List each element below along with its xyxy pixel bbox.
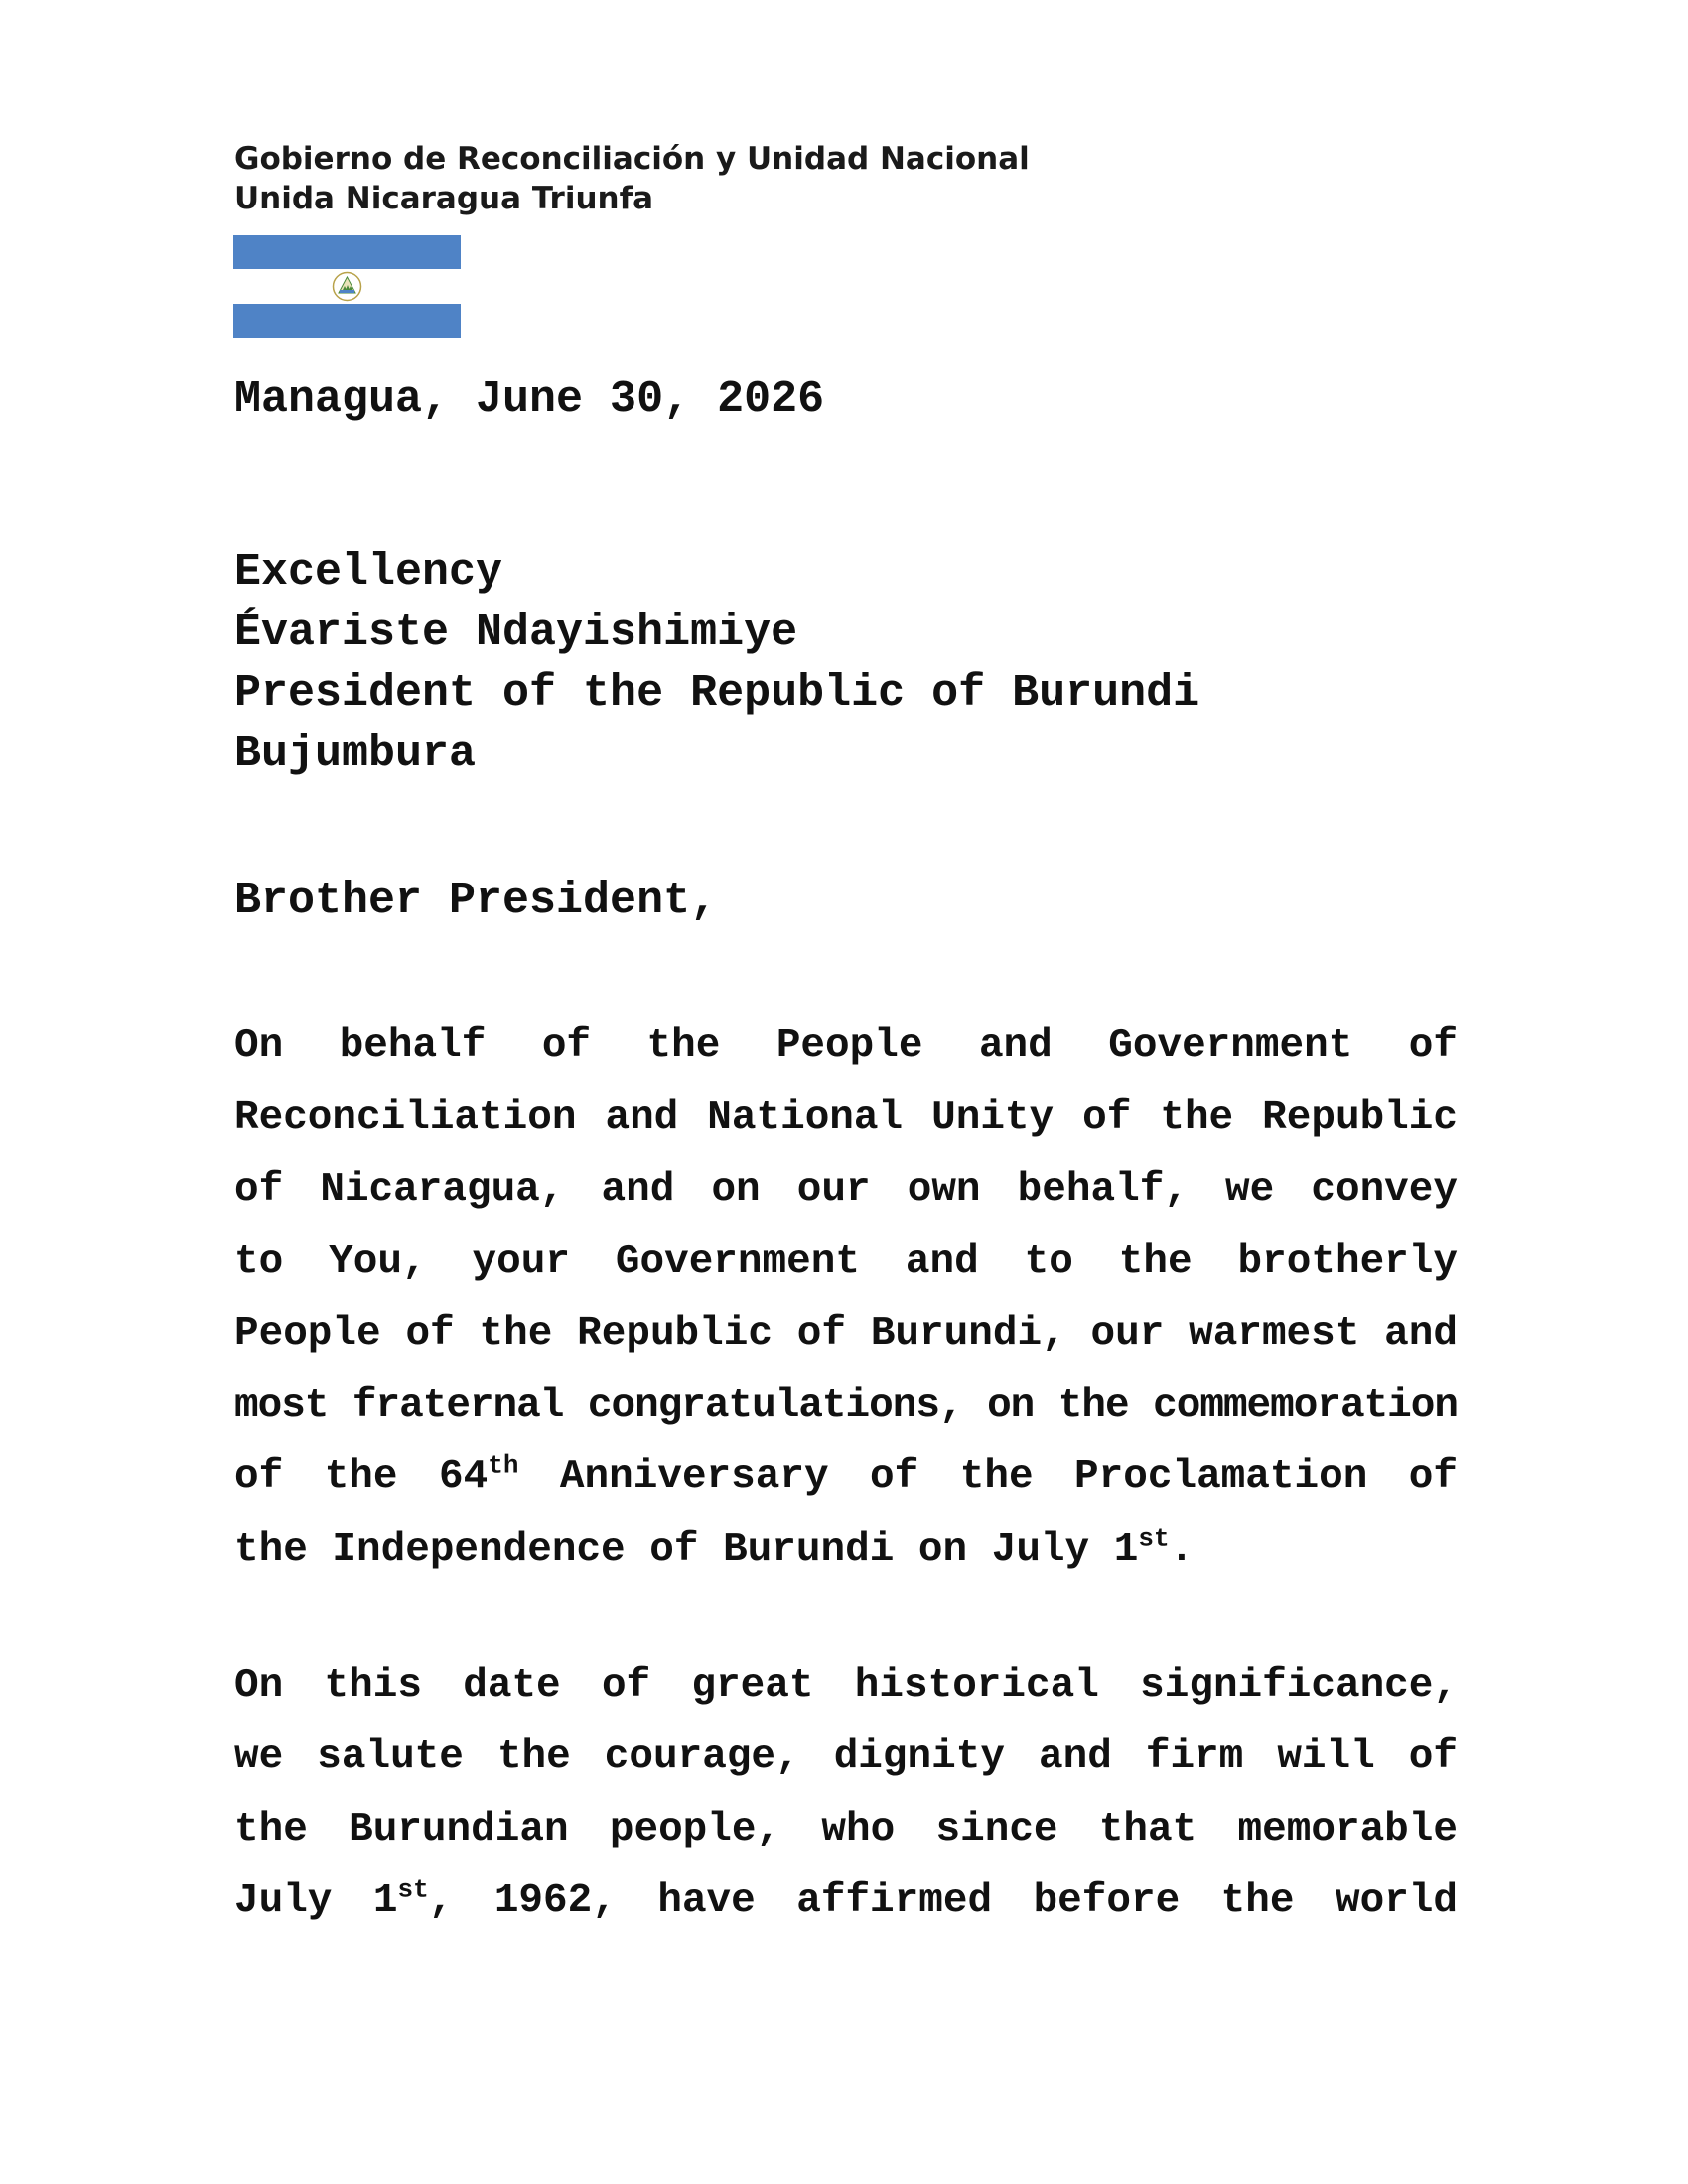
paragraph-2 <box>234 1650 1458 1938</box>
salutation: Brother President, <box>234 876 718 926</box>
coat-of-arms-icon <box>331 270 363 303</box>
paragraph-line <box>234 1865 1458 1937</box>
letter-date: Managua, June 30, 2026 <box>234 374 825 425</box>
recipient-title: Excellency <box>234 547 503 598</box>
recipient-city: Bujumbura <box>234 729 477 779</box>
text-segment: the Independence of Burundi on July 1 <box>234 1526 1139 1572</box>
paragraph-line: the Burundian people, who since that memorable <box>234 1806 1458 1852</box>
text-segment: of the 64 <box>234 1454 489 1501</box>
nicaragua-flag-icon <box>233 235 461 338</box>
paragraph-line: to You, your Government and to the brotherly <box>234 1239 1458 1286</box>
paragraph-line: Reconciliation and National Unity of the Republic <box>234 1095 1458 1142</box>
paragraph-line: of Nicaragua, and on our own behalf, we convey <box>234 1166 1458 1213</box>
letterhead <box>234 139 1030 218</box>
paragraph-1 <box>234 1011 1458 1585</box>
flag-bottom-stripe <box>233 304 461 338</box>
paragraph-line: On behalf of the People and Government of <box>234 1024 1458 1069</box>
recipient-name: Évariste Ndayishimiye <box>234 608 798 658</box>
paragraph-line: On this date of great historical significance, <box>234 1663 1458 1708</box>
text-segment: . <box>1169 1526 1195 1572</box>
ordinal-suffix: st <box>397 1874 429 1905</box>
flag-top-stripe <box>233 235 461 269</box>
text-segment: July 1 <box>234 1878 398 1925</box>
letterhead-government-name: Gobierno de Reconciliación y Unidad Nacional <box>234 141 1030 177</box>
paragraph-line <box>234 1441 1458 1513</box>
text-segment: , 1962, have affirmed before the world <box>428 1878 1459 1925</box>
paragraph-line: People of the Republic of Burundi, our warmest and <box>234 1310 1458 1357</box>
recipient-address <box>234 542 1199 784</box>
paragraph-line: we salute the courage, dignity and firm will of <box>234 1734 1458 1781</box>
letterhead-slogan: Unida Nicaragua Triunfa <box>234 181 654 216</box>
paragraph-line: most fraternal congratulations, on the commemoration <box>234 1382 1458 1429</box>
ordinal-suffix: st <box>1138 1523 1170 1554</box>
text-segment: Anniversary of the Proclamation of <box>518 1454 1459 1501</box>
paragraph-line <box>234 1514 1458 1585</box>
recipient-position: President of the Republic of Burundi <box>234 668 1200 719</box>
ordinal-suffix: th <box>488 1450 519 1481</box>
